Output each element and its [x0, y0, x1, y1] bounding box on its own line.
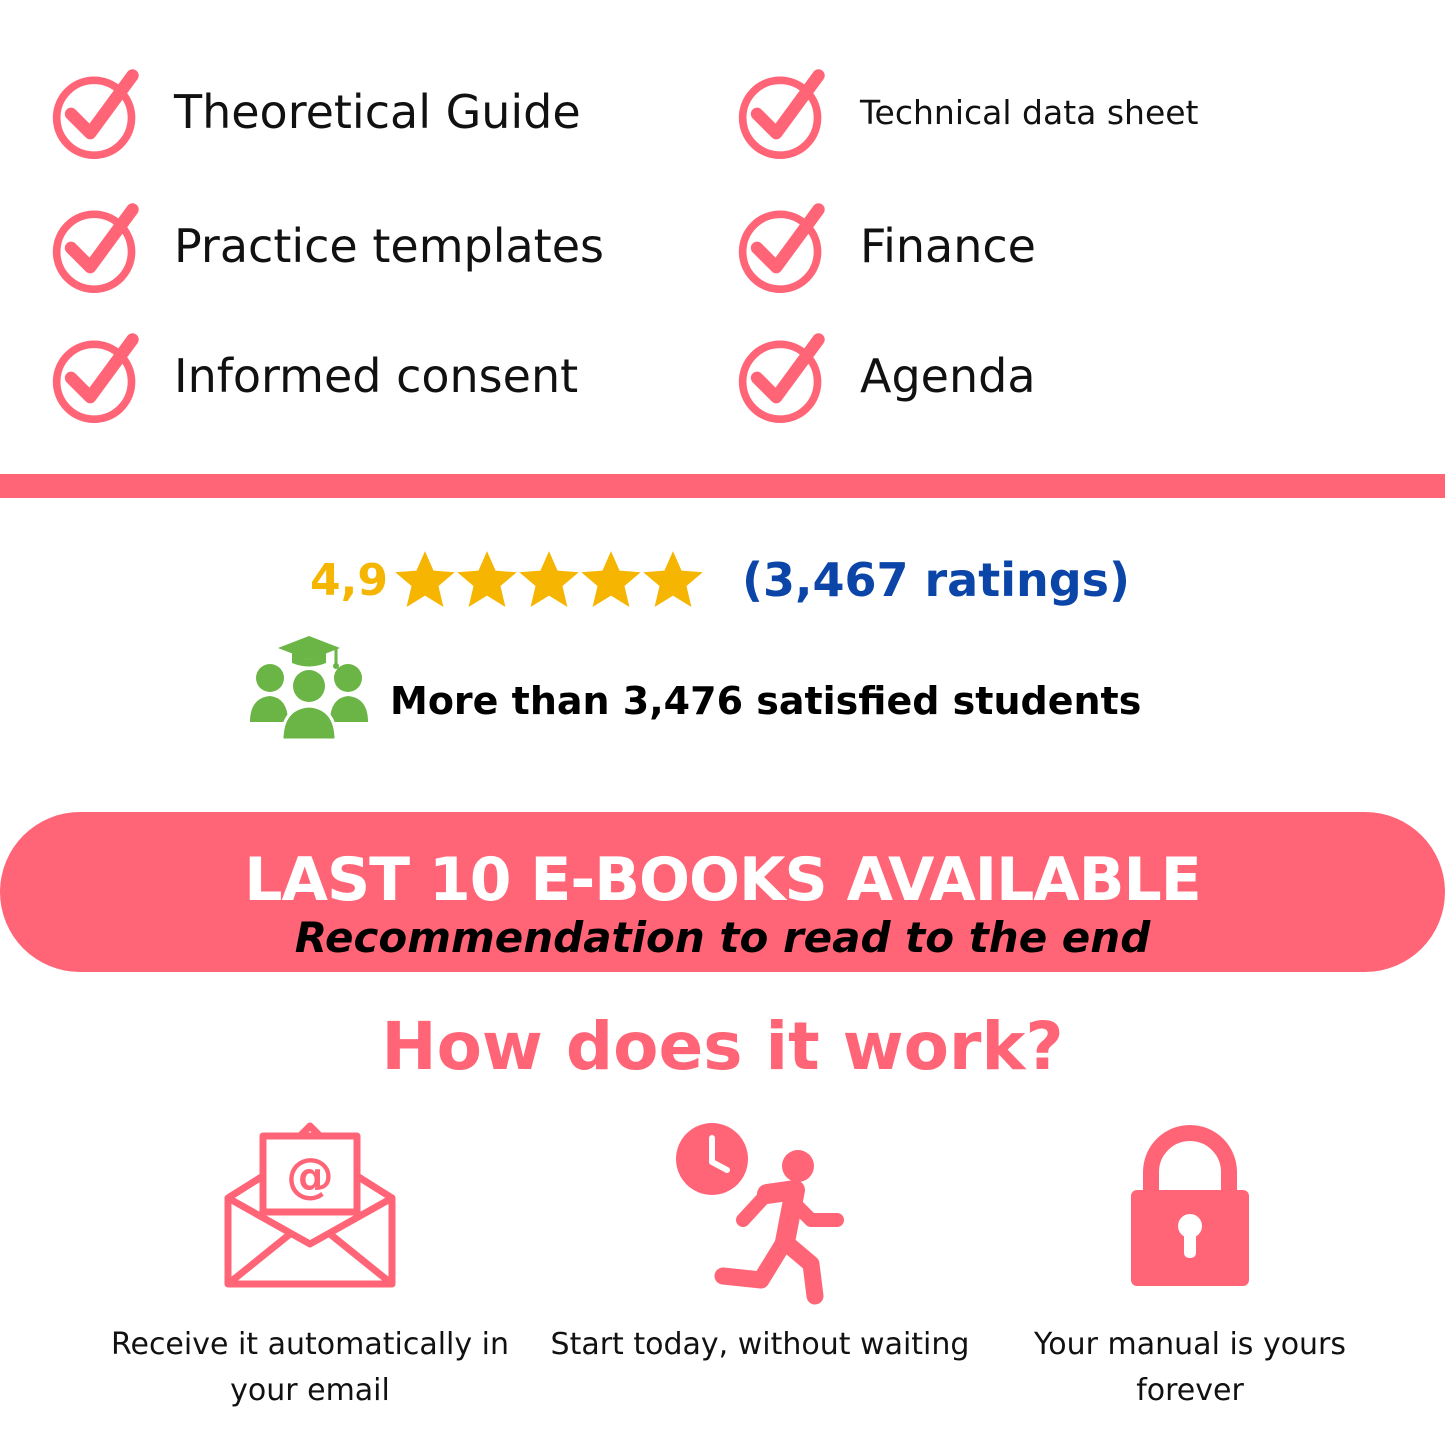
- how-title: How does it work?: [381, 1008, 1064, 1085]
- feature-item: [734, 64, 1199, 160]
- check-circle-icon: [48, 328, 144, 424]
- running-clock-icon: [665, 1120, 855, 1310]
- feature-label: Informed consent: [174, 349, 579, 403]
- feature-label: Theoretical Guide: [174, 85, 581, 139]
- check-circle-icon: [734, 198, 830, 294]
- star-icon: [454, 547, 520, 613]
- step-text: Your manual is yours forever: [1033, 1327, 1347, 1408]
- step-text: Receive it automatically in your email: [110, 1327, 510, 1408]
- feature-label: Practice templates: [174, 219, 604, 273]
- star-icon: [392, 547, 458, 613]
- feature-item: [48, 198, 604, 294]
- step-text: Start today, without waiting: [550, 1327, 970, 1362]
- availability-banner: [0, 812, 1445, 972]
- feature-item: [48, 64, 581, 160]
- check-circle-icon: [734, 64, 830, 160]
- feature-item: [734, 328, 1036, 424]
- star-rating: [392, 547, 702, 613]
- section-divider: [0, 474, 1445, 498]
- check-circle-icon: [48, 64, 144, 160]
- students-text: More than 3,476 satisfied students: [390, 679, 1142, 723]
- feature-label: Agenda: [860, 349, 1036, 403]
- check-circle-icon: [48, 198, 144, 294]
- check-circle-icon: [734, 328, 830, 424]
- banner-title: LAST 10 E-BOOKS AVAILABLE: [244, 845, 1201, 915]
- step-email: [100, 1120, 520, 1408]
- feature-label: Technical data sheet: [860, 92, 1199, 132]
- feature-label: Finance: [860, 219, 1036, 273]
- students-row: [248, 632, 1141, 742]
- rating-count: (3,467 ratings): [741, 553, 1131, 607]
- svg-text:@: @: [286, 1148, 334, 1204]
- step-forever: [990, 1120, 1390, 1408]
- star-icon: [516, 547, 582, 613]
- email-envelope-icon: [220, 1120, 400, 1300]
- feature-item: [734, 198, 1036, 294]
- star-icon: [640, 547, 706, 613]
- rating-value: 4,9: [310, 554, 388, 606]
- graduates-group-icon: [248, 632, 370, 742]
- star-icon: [578, 547, 644, 613]
- banner-subtitle: Recommendation to read to the end: [294, 913, 1151, 962]
- padlock-icon: [1125, 1120, 1255, 1300]
- step-start: [535, 1120, 985, 1362]
- rating-row: [310, 540, 1130, 620]
- feature-item: [48, 328, 578, 424]
